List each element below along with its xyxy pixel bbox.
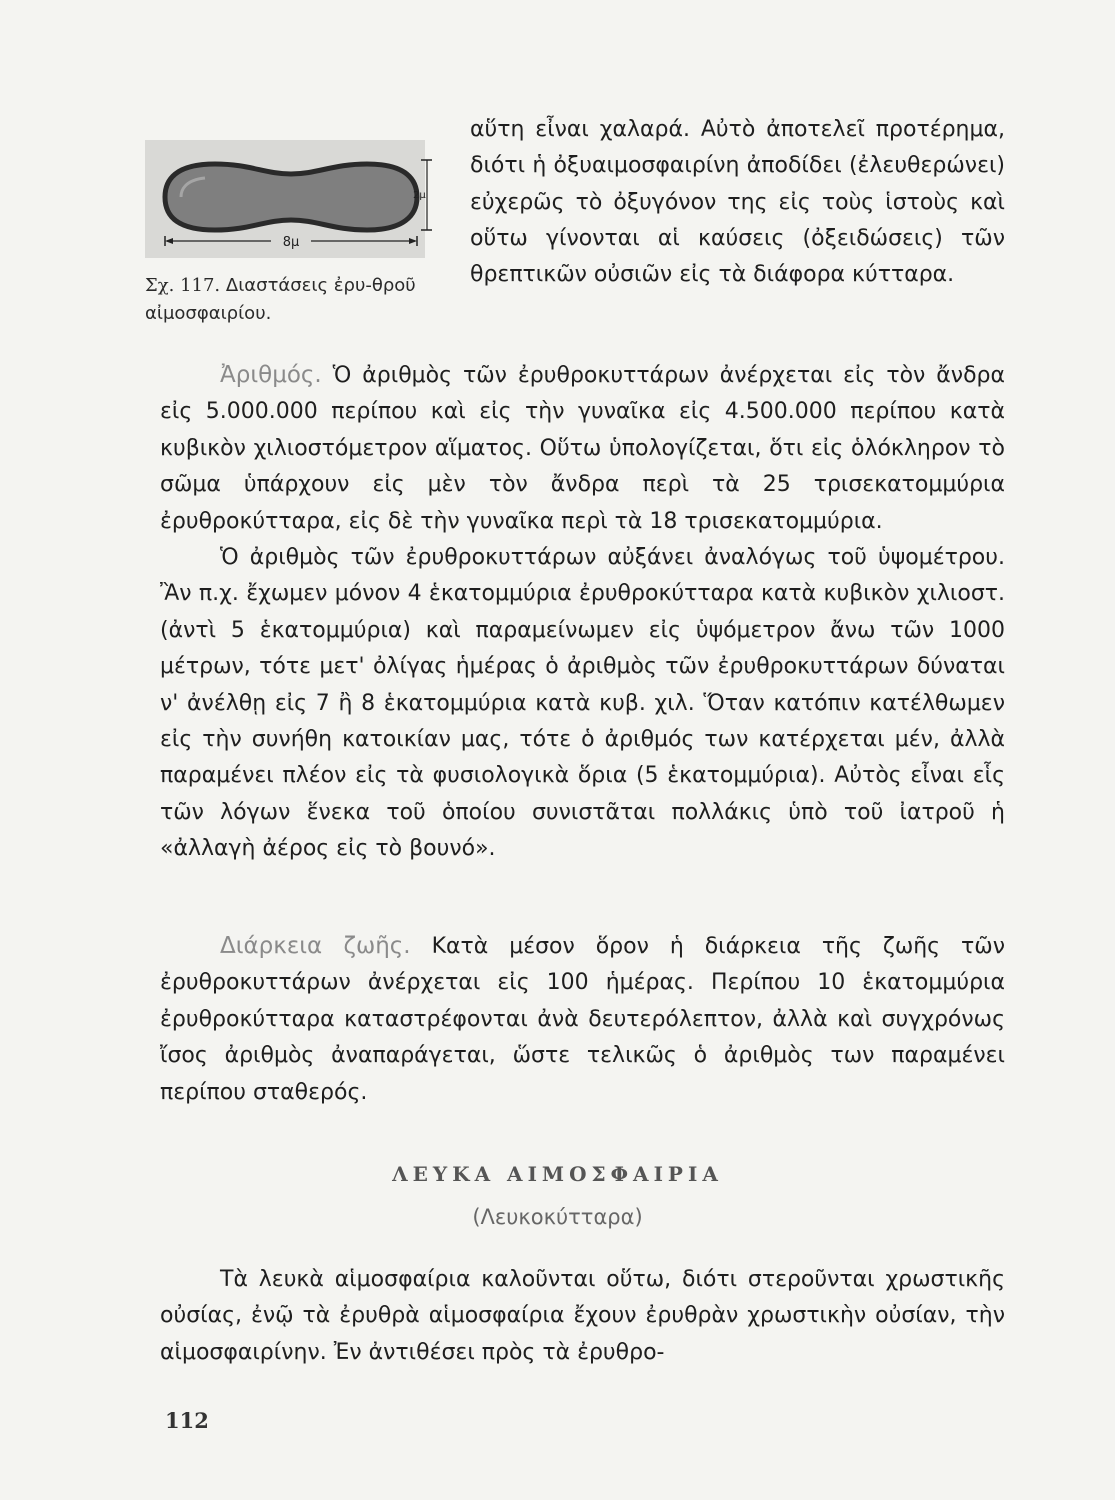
section-heading-leuka: ΛΕΥΚΑ ΑΙΜΟΣΦΑΙΡΙΑ (392, 1162, 723, 1186)
paragraph-arithmos-1 (160, 357, 1005, 540)
caption-number: Σχ. 117. (145, 275, 221, 296)
erythrocyte-diagram (145, 140, 440, 260)
paragraph-arithmos-2: Ὁ ἀριθμὸς τῶν ἐρυθροκυττάρων αὐξάνει ἀναλόγως τοῦ ὑψομέτρου. Ἂν π.χ. ἔχωμεν μόνον 4 ἑκατομμύρια ἐρυθροκύτταρα κατὰ κυβικὸν χιλιοστ. (ἀντὶ 5 ἑκατομμύρια) καὶ παραμείνωμεν εἰς ὑψόμετρον ἄνω τῶν 1000 μέτρων, τότε μετ' ὀλίγας ἡμέρας ὁ ἀριθμὸς τῶν ἐρυθροκυττάρων δύναται ν' ἀνέλθῃ εἰς 7 ἢ 8 ἑκατομμύρια κατὰ κυβ. χιλ. Ὅταν κατόπιν κατέλθωμεν εἰς τὴν συνήθη κατοικίαν μας, τότε ὁ ἀριθμός των κατέρχεται μέν, ἀλλὰ παραμένει πλέον εἰς τὰ φυσιολογικὰ ὅρια (5 ἑκατομμύρια). Αὐτὸς εἶναι εἷς τῶν λόγων ἕνεκα τοῦ ὁποίου συνιστᾶται πολλάκις ὑπὸ τοῦ ἰατροῦ ἡ «ἀλλαγὴ ἀέρος εἰς τὸ βουνό». (160, 545, 1005, 862)
figure-caption (145, 272, 445, 328)
caption-text: Διαστάσεις ἐρυ-θροῦ αἰμοσφαιρίου. (145, 275, 416, 324)
section-subheading-leuka: (Λευκοκύτταρα) (472, 1205, 643, 1229)
paragraph-arithmos-1-text: Ὁ ἀριθμὸς τῶν ἐρυθροκυττάρων ἀνέρχεται εἰς τὸν ἄνδρα εἰς 5.000.000 περίπου καὶ εἰς τὴν γυναῖκα εἰς 4.500.000 περίπου κατὰ κυβικὸν χιλιοστόμετρον αἵματος. Οὕτω ὑπολογίζεται, ὅτι εἰς ὁλόκληρον τὸ σῶμα ὑπάρχουν εἰς μὲν τὸν ἄνδρα περὶ τὰ 25 τρισεκατομμύρια ἐρυθροκύτταρα, εἰς δὲ τὴν γυναῖκα περὶ τὰ 18 τρισεκατομμύρια. (160, 363, 1005, 534)
paragraph-diarkeia-1 (160, 928, 1005, 1111)
paragraph-leuka-1: Τὰ λευκὰ αἱμοσφαίρια καλοῦνται οὕτω, διότι στεροῦνται χρωστικῆς οὐσίας, ἐνῷ τὰ ἐρυθρὰ αἱμοσφαίρια ἔχουν ἐρυθρὰν χρωστικὴν οὐσίαν, τὴν αἱμοσφαιρίνην. Ἐν ἀντιθέσει πρὸς τὰ ἐρυθρο- (160, 1267, 1005, 1365)
section-arithmos (160, 357, 1005, 868)
erythrocyte-shape (165, 164, 417, 230)
section-diarkeia (160, 928, 1005, 1111)
section-heading-arithmos: Ἀριθμός. (220, 362, 322, 388)
page-number: 112 (165, 1408, 209, 1433)
section-leuka (160, 1262, 1005, 1371)
height-label: 2μ (413, 190, 426, 201)
paragraph-diarkeia-1-text: Κατὰ μέσον ὅρον ἡ διάρκεια τῆς ζωῆς τῶν ἐρυθροκυττάρων ἀνέρχεται εἰς 100 ἡμέρας. Περίπου 10 ἑκατομμύρια ἐρυθροκύτταρα καταστρέφονται ἀνὰ δευτερόλεπτον, ἀλλὰ καὶ συγχρόνως ἴσος ἀριθμὸς ἀναπαράγεται, ὥστε τελικῶς ὁ ἀριθμὸς των παραμένει περίπου σταθερός. (160, 934, 1005, 1105)
column-paragraph: αὕτη εἶναι χαλαρά. Αὐτὸ ἀποτελεῖ προτέρημα, διότι ἡ ὀξυαιμοσφαιρίνη ἀποδίδει (ἐλευθερώνει) εὐχερῶς τὸ ὀξυγόνον της εἰς τοὺς ἱστοὺς καὶ οὕτω γίνονται αἱ καύσεις (ὀξειδώσεις) τῶν θρεπτικῶν οὐσιῶν εἰς τὰ διάφορα κύτταρα. (470, 117, 1005, 288)
erythrocyte-figure (145, 140, 440, 260)
section-heading-diarkeia: Διάρκεια ζωῆς. (220, 933, 411, 959)
width-label: 8μ (282, 235, 300, 250)
